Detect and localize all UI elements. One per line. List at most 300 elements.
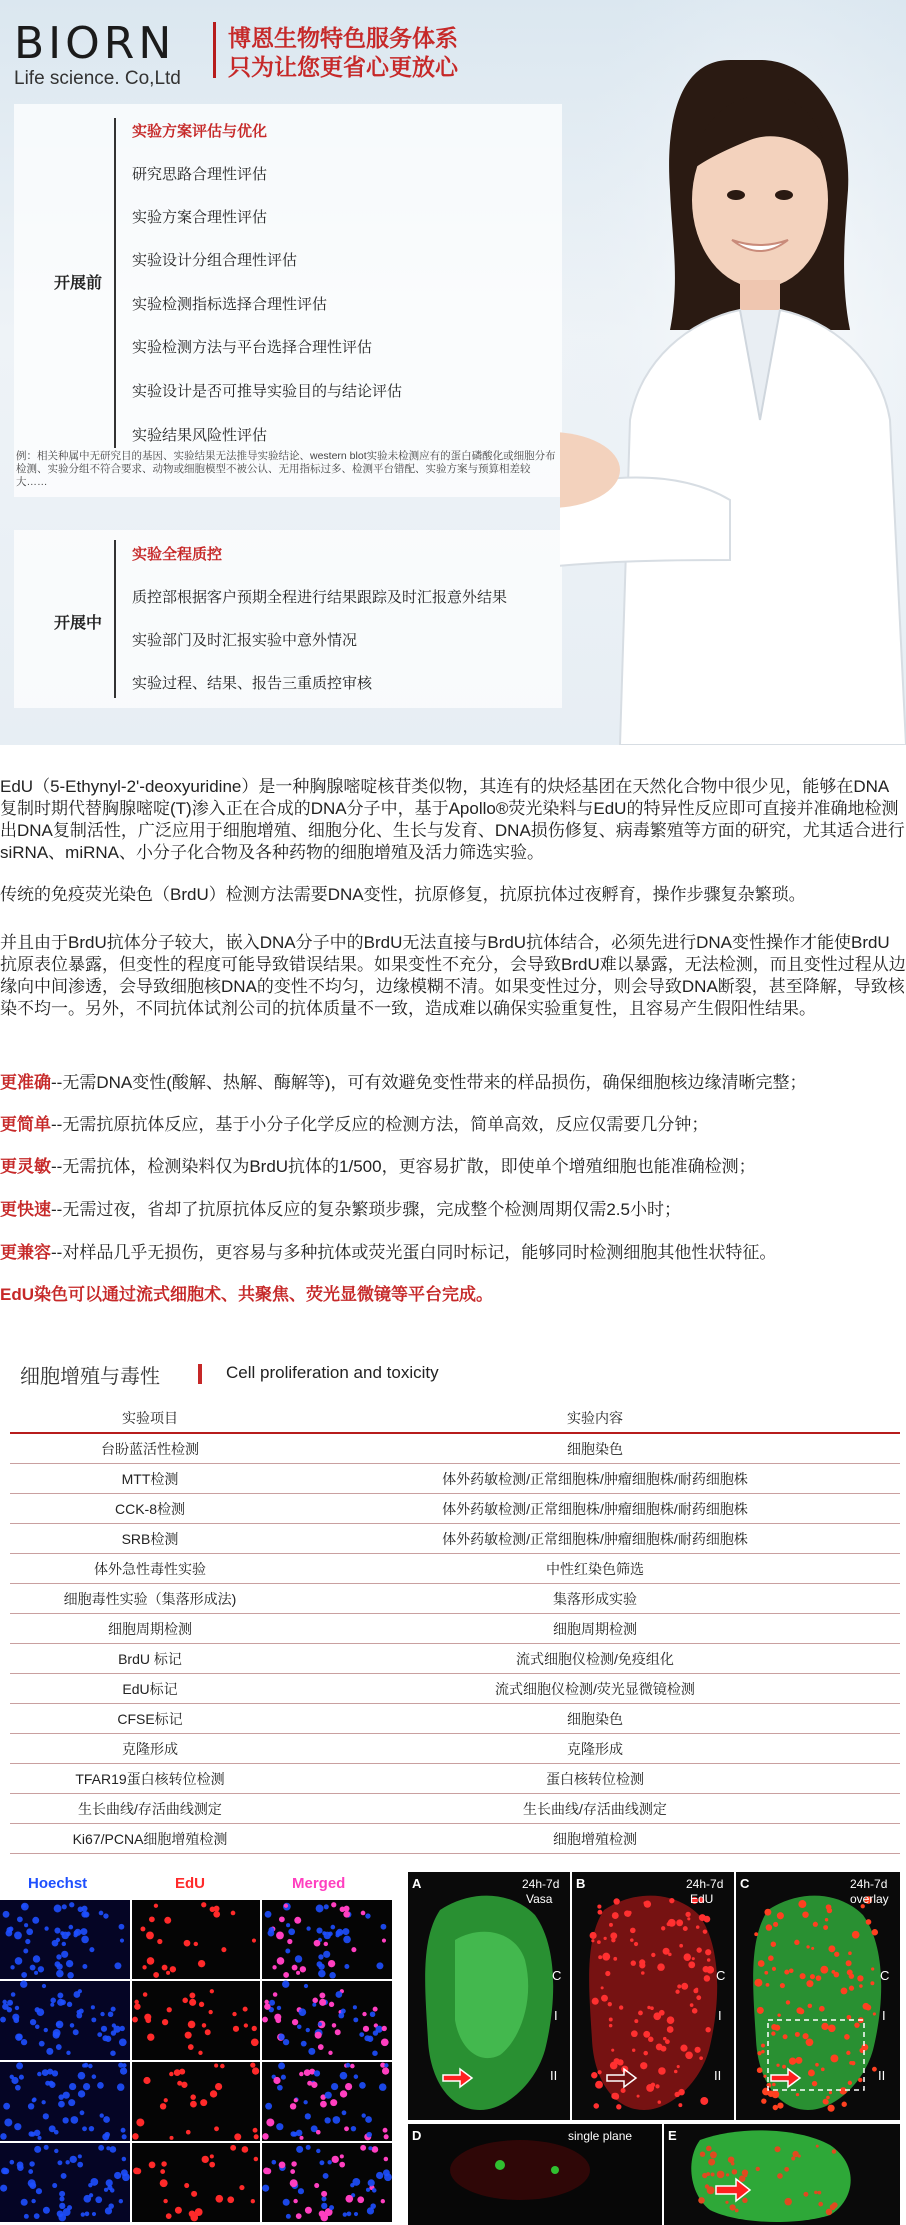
merged-dot — [332, 2156, 339, 2163]
schematic-spot — [706, 2146, 712, 2152]
merged-dot — [340, 2154, 344, 2158]
nucleus-dot — [32, 1917, 39, 1924]
edu-dot — [144, 2014, 151, 2021]
merged-dot — [262, 2017, 268, 2023]
overlay-spot — [761, 2044, 765, 2048]
merged-dot — [335, 2029, 341, 2035]
merged-dot — [292, 1965, 298, 1971]
nucleus-dot — [16, 2034, 22, 2040]
nucleus-dot — [21, 1972, 27, 1978]
feature-text: --无需抗原抗体反应，基于小分子化学反应的检测方法，简单高效，反应仅需要几分钟； — [51, 1115, 709, 1134]
edu-dot — [132, 2133, 138, 2139]
nucleus-dot — [81, 1911, 88, 1918]
nucleus-dot — [28, 2103, 34, 2109]
merged-dot — [328, 2051, 332, 2055]
merged-dot — [278, 2062, 285, 2069]
edu-dot — [220, 2064, 225, 2069]
table-cell-content: 细胞增殖检测 — [290, 1824, 900, 1854]
nucleus-dot — [56, 2044, 62, 2050]
during-heading: 实验全程质控 — [132, 546, 223, 563]
overlay-spot — [776, 2064, 779, 2067]
merged-dot — [365, 1913, 370, 1918]
edu-dot — [234, 2133, 241, 2140]
merged-dot — [276, 1932, 284, 1940]
panel-label: 24h-7d — [686, 1877, 724, 1891]
side-label: C — [552, 1968, 562, 1983]
merged-dot — [354, 2074, 359, 2079]
nucleus-dot — [67, 2002, 72, 2007]
overlay-spot — [870, 1981, 874, 1985]
merged-dot — [344, 1964, 349, 1969]
table-cell-content: 生长曲线/存活曲线测定 — [290, 1794, 900, 1824]
edu-dot — [214, 2064, 218, 2068]
nucleus-dot — [52, 1940, 59, 1947]
nucleus-dot — [49, 2082, 55, 2088]
edu-dot — [198, 1960, 205, 1967]
nucleus-dot — [30, 1965, 36, 1971]
overlay-spot — [828, 1945, 835, 1952]
header-edu: EdU — [175, 1875, 205, 1892]
nucleus-dot — [17, 2161, 24, 2168]
red-spot — [690, 2003, 694, 2007]
red-spot — [655, 2084, 659, 2088]
merged-dot — [290, 2131, 295, 2136]
overlay-spot — [763, 2075, 766, 2078]
red-spot — [610, 2062, 618, 2070]
before-item: 实验检测方法与平台选择合理性评估 — [132, 339, 373, 356]
nucleus-dot — [78, 2090, 85, 2097]
overlay-spot — [866, 1919, 872, 1925]
table-row — [10, 1794, 900, 1824]
feature-compatible — [0, 1238, 776, 1263]
edu-dot — [198, 2051, 202, 2055]
red-spot — [643, 2051, 648, 2056]
nucleus-dot — [14, 1932, 22, 1940]
overlay-spot — [823, 1925, 828, 1930]
nucleus-dot — [103, 1913, 108, 1918]
red-spot — [696, 1995, 701, 2000]
during-item: 实验部门及时汇报实验中意外情况 — [132, 632, 358, 649]
doctor-photo — [560, 0, 906, 745]
overlay-spot — [796, 2093, 799, 2096]
merged-dot — [269, 2000, 275, 2006]
before-item: 实验方案合理性评估 — [132, 209, 268, 226]
red-spot — [638, 2011, 643, 2016]
table-row — [10, 1704, 900, 1734]
merged-dot — [351, 1947, 356, 1952]
red-spot — [598, 1955, 602, 1959]
overlay-spot — [811, 1947, 814, 1950]
merged-dot — [263, 2167, 270, 2174]
merged-dot — [372, 2188, 377, 2193]
merged-dot — [351, 2126, 356, 2131]
overlay-spot — [800, 1973, 806, 1979]
nucleus-dot — [92, 2212, 96, 2216]
overlay-spot — [802, 1911, 808, 1917]
nucleus-dot — [34, 2213, 40, 2219]
nucleus-dot — [15, 2085, 21, 2091]
nucleus-dot — [122, 2134, 127, 2139]
red-spot — [686, 2053, 689, 2056]
nucleus-dot — [56, 2022, 60, 2026]
schematic-spot — [826, 2209, 832, 2215]
red-spot — [601, 1986, 604, 1989]
overlay-spot — [754, 1932, 758, 1936]
overlay-spot — [780, 1983, 785, 1988]
panel-letter: E — [668, 2128, 677, 2143]
nucleus-dot — [1, 2167, 8, 2174]
nucleus-dot — [38, 1966, 44, 1972]
nucleus-dot — [32, 2098, 36, 2102]
red-spot — [699, 1914, 706, 1921]
nucleus-dot — [21, 2039, 27, 2045]
table-row — [10, 1734, 900, 1764]
panel-d — [408, 2124, 662, 2225]
edu-dot — [149, 2161, 156, 2168]
overlay-spot — [772, 2083, 776, 2087]
merged-dot — [340, 1906, 346, 1912]
nucleus-dot — [117, 2083, 125, 2091]
table-cell-item: 克隆形成 — [10, 1734, 290, 1764]
micrograph-tile — [0, 1981, 130, 2060]
merged-dot — [316, 1905, 324, 1913]
edu-dot — [215, 2083, 222, 2090]
schematic-spot — [775, 2146, 781, 2152]
nucleus-dot — [24, 2214, 29, 2219]
merged-dot — [343, 2212, 347, 2216]
red-spot — [634, 2019, 638, 2023]
table-row — [10, 1614, 900, 1644]
red-spot — [593, 2103, 599, 2109]
micrograph-tile — [132, 2062, 260, 2141]
edu-dot — [170, 1966, 176, 1972]
merged-dot — [265, 2103, 272, 2110]
header-hoechst: Hoechst — [28, 1875, 88, 1892]
nucleus-dot — [105, 2036, 111, 2042]
table-cell-content: 流式细胞仪检测/免疫组化 — [290, 1644, 900, 1674]
edu-dot — [250, 2063, 255, 2068]
merged-dot — [277, 2085, 283, 2091]
merged-dot — [301, 2041, 307, 2047]
edu-dot — [188, 2021, 196, 2029]
nucleus-dot — [57, 2210, 64, 2217]
merged-dot — [286, 1923, 290, 1927]
merged-dot — [327, 2160, 331, 2164]
merged-dot — [287, 1939, 292, 1944]
nucleus-dot — [100, 2113, 104, 2117]
merged-dot — [340, 2090, 347, 2097]
table-body — [10, 1433, 900, 1854]
merged-dot — [293, 2199, 297, 2203]
edu-dot — [185, 2032, 192, 2039]
nucleus-dot — [12, 2014, 19, 2021]
edu-dot — [164, 1917, 171, 1924]
side-label: C — [716, 1968, 726, 1983]
merged-dot — [300, 1966, 306, 1972]
merged-dot — [333, 2116, 341, 2124]
edu-dot — [162, 1965, 168, 1971]
schematic-spot — [711, 2172, 715, 2176]
nucleus-dot — [63, 2092, 70, 2099]
side-label: I — [554, 2008, 558, 2023]
merged-dot — [343, 1911, 350, 1918]
merged-dot — [314, 2183, 319, 2188]
red-spot — [591, 1939, 594, 1942]
schematic-spot — [784, 2167, 789, 2172]
overlay-spot — [854, 2022, 859, 2027]
red-spot — [687, 1917, 690, 1920]
feature-text: --无需抗体，检测染料仅为BrdU抗体的1/500，更容易扩散，即使单个增殖细胞也能准确检测； — [51, 1157, 756, 1176]
nucleus-dot — [59, 2196, 64, 2201]
merged-dot — [319, 1999, 326, 2006]
before-item: 实验检测指标选择合理性评估 — [132, 296, 328, 313]
edu-dot — [162, 2019, 168, 2025]
overlay-spot — [761, 2098, 766, 2103]
overlay-spot — [795, 2057, 802, 2064]
schematic-spot — [832, 2202, 838, 2208]
red-spot — [631, 2030, 638, 2037]
edu-dot — [230, 2145, 236, 2151]
merged-dot — [312, 1998, 318, 2004]
nucleus-dot — [37, 2072, 41, 2076]
nucleus-dot — [39, 2041, 45, 2047]
nucleus-dot — [83, 2083, 90, 2090]
schematic-spot — [728, 2156, 735, 2163]
merged-dot — [299, 2008, 307, 2016]
nucleus-dot — [25, 1939, 30, 1944]
table-cell-content: 细胞染色 — [290, 1704, 900, 1734]
nucleus-dot — [100, 2012, 104, 2016]
merged-dot — [266, 2118, 274, 2126]
micrograph-tile — [262, 1981, 392, 2060]
feature-accurate — [0, 1068, 807, 1093]
merged-dot — [367, 2036, 373, 2042]
red-spot — [644, 1901, 647, 1904]
nucleus-dot — [15, 2006, 19, 2010]
nucleus-dot — [34, 2146, 41, 2153]
red-spot — [699, 2056, 703, 2060]
nucleus-dot — [101, 2026, 107, 2032]
merged-dot — [338, 2013, 344, 2019]
overlay-spot — [858, 2078, 862, 2082]
merged-dot — [331, 2083, 338, 2090]
merged-dot — [384, 2063, 388, 2067]
red-spot — [630, 1938, 634, 1942]
schematic-spot — [700, 2151, 705, 2156]
nucleus-dot — [30, 2019, 36, 2025]
merged-dot — [319, 2160, 324, 2165]
red-spot — [668, 1919, 676, 1927]
table-row — [10, 1584, 900, 1614]
merged-dot — [343, 1936, 351, 1944]
merged-dot — [342, 2110, 347, 2115]
table-cell-item: CCK-8检测 — [10, 1494, 290, 1524]
merged-dot — [288, 1928, 295, 1935]
nucleus-dot — [66, 2051, 70, 2055]
panel-letter: D — [412, 2128, 422, 2143]
nucleus-dot — [91, 2017, 96, 2022]
panel-label: 24h-7d — [850, 1877, 888, 1891]
merged-dot — [262, 2133, 268, 2139]
edu-dot — [175, 2207, 182, 2214]
red-spot — [677, 2065, 680, 2068]
nucleus-dot — [68, 2099, 75, 2106]
nucleus-dot — [66, 1960, 73, 1967]
edu-dot — [147, 1957, 155, 1965]
overlay-spot — [815, 2063, 819, 2067]
merged-dot — [344, 2126, 349, 2131]
red-spot — [605, 1971, 610, 1976]
red-spot — [632, 2049, 635, 2052]
merged-dot — [316, 1927, 322, 1933]
nucleus-dot — [106, 2146, 110, 2150]
overlay-spot — [786, 2000, 790, 2004]
edu-dot — [242, 2146, 249, 2153]
table-cell-content: 细胞染色 — [290, 1433, 900, 1464]
overlay-spot — [863, 2003, 870, 2010]
side-label: I — [882, 2008, 886, 2023]
table-cell-item: Ki67/PCNA细胞增殖检测 — [10, 1824, 290, 1854]
panel-caption: single plane — [568, 2129, 633, 2143]
merged-dot — [282, 1981, 289, 1988]
overlay-spot — [830, 2054, 838, 2062]
edu-dot — [205, 2029, 211, 2035]
red-spot — [692, 1957, 695, 1960]
nucleus-dot — [110, 2050, 116, 2056]
schematic-spot — [729, 2204, 735, 2210]
table-row — [10, 1764, 900, 1794]
nucleus-dot — [57, 2160, 62, 2165]
micrograph-tile — [132, 1900, 260, 1979]
overlay-spot — [777, 1912, 784, 1919]
platform-statement: EdU染色可以通过流式细胞术、共聚焦、荧光显微镜等平台完成。 — [0, 1285, 493, 1304]
nucleus-dot — [3, 1911, 10, 1918]
schematic-spot — [791, 2156, 795, 2160]
overlay-spot — [857, 1975, 863, 1981]
nucleus-dot — [2, 2000, 6, 2004]
edu-dot — [186, 2130, 191, 2135]
overlay-spot — [813, 1922, 818, 1927]
nucleus-dot — [37, 2136, 41, 2140]
overlay-spot — [773, 2105, 778, 2110]
merged-dot — [379, 2083, 387, 2091]
red-spot — [683, 1926, 688, 1931]
before-panel — [14, 104, 562, 497]
red-spot — [667, 2026, 674, 2033]
table-header: 实验项目 — [10, 1403, 290, 1433]
red-spot — [704, 1975, 710, 1981]
overlay-spot — [803, 2033, 809, 2039]
overlay-spot — [844, 2034, 850, 2040]
merged-dot — [277, 1957, 285, 1965]
merged-dot — [384, 2173, 392, 2181]
nucleus-dot — [114, 2172, 121, 2179]
edu-dot — [174, 2069, 181, 2076]
red-spot — [610, 1932, 617, 1939]
micrograph-tile — [0, 1900, 130, 1979]
red-spot — [648, 2037, 654, 2043]
during-item: 实验过程、结果、报告三重质控审核 — [132, 675, 373, 692]
merged-dot — [345, 2083, 352, 2090]
before-item: 研究思路合理性评估 — [132, 166, 268, 183]
overlay-spot — [806, 1945, 809, 1948]
nucleus-dot — [95, 2196, 102, 2203]
before-item: 实验结果风险性评估 — [132, 427, 268, 444]
merged-dot — [373, 2007, 378, 2012]
nucleus-dot — [54, 1905, 62, 1913]
edu-dot — [143, 2077, 150, 2084]
nucleus-dot — [61, 1951, 68, 1958]
panel-a — [408, 1872, 570, 2120]
nucleus-dot — [10, 2160, 15, 2165]
table-cell-item: 生长曲线/存活曲线测定 — [10, 1794, 290, 1824]
edu-dot — [169, 2072, 173, 2076]
merged-dot — [318, 1954, 323, 1959]
overlay-spot — [859, 1984, 863, 1988]
edu-dot — [199, 2002, 204, 2007]
table-row — [10, 1554, 900, 1584]
merged-dot — [331, 1925, 336, 1930]
merged-dot — [316, 2149, 320, 2153]
merged-dot — [311, 2082, 317, 2088]
schematic-spot — [756, 2167, 760, 2171]
red-spot — [637, 2095, 640, 2098]
edu-dot — [163, 2199, 167, 2203]
overlay-spot — [827, 1908, 832, 1913]
nucleus-dot — [99, 1911, 104, 1916]
merged-dot — [284, 1904, 288, 1908]
edu-dot — [160, 2179, 168, 2187]
merged-dot — [354, 2212, 358, 2216]
nucleus-dot — [120, 1938, 124, 1942]
red-spot — [656, 2043, 663, 2050]
schematic-spot — [777, 2173, 783, 2179]
nucleus-dot — [54, 2130, 59, 2135]
table-cell-item: 体外急性毒性实验 — [10, 1554, 290, 1584]
feature-sensitive — [0, 1152, 756, 1177]
edu-dot — [239, 2185, 244, 2190]
schematic-spot — [698, 2197, 705, 2204]
nucleus-dot — [16, 2062, 23, 2069]
merged-dot — [308, 2048, 315, 2055]
red-spot — [616, 2104, 621, 2109]
before-bracket — [114, 118, 116, 448]
table-row — [10, 1644, 900, 1674]
merged-dot — [323, 2173, 329, 2179]
red-spot — [602, 1953, 610, 1961]
nucleus-dot — [70, 2023, 74, 2027]
nucleus-dot — [119, 2038, 127, 2046]
intro-paragraph: 并且由于BrdU抗体分子较大，嵌入DNA分子中的BrdU无法直接与BrdU抗体结合，必须先进行DNA变性操作才能使BrdU抗原表位暴露，但变性的程度可能导致错误结果。如果变性不充分，会导致BrdU难以暴露，无法检测，而且变性过程从边缘向中间渗透，会导致细胞核DNA的变性不均匀，边缘模糊不清。如果变性过分，则会导致DNA断裂，甚至降解，导致核染不均一。另外，不同抗体试剂公司的抗体质量不一致，造成难以确保实验重复性，且容易产生假阳性结果。 — [0, 933, 906, 1018]
side-label: II — [550, 2068, 558, 2083]
red-spot — [676, 1919, 683, 1926]
before-heading: 实验方案评估与优化 — [132, 123, 268, 140]
merged-dot — [268, 1927, 274, 1933]
merged-dot — [290, 2179, 298, 2187]
nucleus-dot — [73, 2029, 79, 2035]
schematic-spot — [803, 2192, 808, 2197]
merged-dot — [294, 2098, 298, 2102]
red-spot — [653, 2012, 661, 2020]
red-spot — [590, 1932, 597, 1939]
red-spot — [613, 1898, 619, 1904]
nucleus-dot — [52, 2070, 58, 2076]
table-cell-content: 流式细胞仪检测/荧光显微镜检测 — [290, 1674, 900, 1704]
edu-dot — [208, 2010, 212, 2014]
overlay-spot — [829, 2091, 832, 2094]
edu-dot — [153, 1972, 159, 1978]
merged-dot — [321, 2196, 326, 2201]
